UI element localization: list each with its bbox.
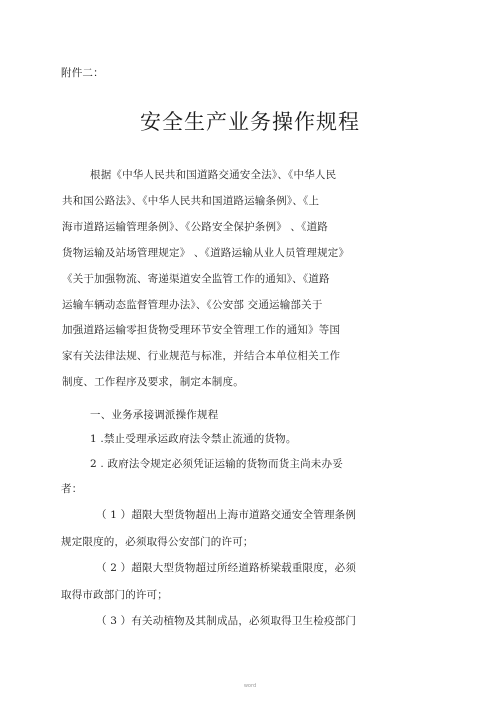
paragraph-line: 《关于加强物流、寄递渠道安全监管工作的通知》、《道路 <box>62 273 330 285</box>
sub-item-1-continuation: 规定限度的，必须取得公安部门的许可； <box>61 536 254 548</box>
sub-item-2: （ 2 ）超限大型货物超过所经道路桥梁载重限度，必须 <box>96 562 357 574</box>
list-item-2: 2 . 政府法令规定必须凭证运输的货物而货主尚未办妥 <box>90 458 343 470</box>
paragraph-line: 运输车辆动态监督管理办法》、《公安部 交通运输部关于 <box>62 299 323 311</box>
sub-item-3: （ 3 ）有关动植物及其制成品，必须取得卫生检疫部门 <box>96 615 357 627</box>
paragraph-line: 货物运输及站场管理规定》 、《道路运输从业人员管理规定》 <box>62 247 350 259</box>
list-item-2-continuation: 者： <box>61 483 83 495</box>
page-footer-mark: word <box>243 683 257 689</box>
list-item-1: 1 .禁止受理承运政府法令禁止流通的货物。 <box>90 433 297 445</box>
document-title: 安全生产业务操作规程 <box>140 110 360 134</box>
paragraph-line: 根据《中华人民共和国道路交通安全法》、《中华人民 <box>90 169 337 181</box>
paragraph-line: 共和国公路法》、《中华人民共和国道路运输条例》、《上 <box>62 195 320 207</box>
attachment-label: 附件二： <box>61 67 104 79</box>
paragraph-line: 家有关法律法规、行业规范与标准，并结合本单位相关工作 <box>62 350 341 362</box>
paragraph-line: 加强道路运输零担货物受理环节安全管理工作的通知》等国 <box>62 324 341 336</box>
sub-item-1: （ 1 ）超限大型货物超出上海市道路交通安全管理条例 <box>96 509 357 521</box>
sub-item-2-continuation: 取得市政部门的许可； <box>61 589 168 601</box>
section-heading: 一、业务承接调派操作规程 <box>90 409 219 421</box>
paragraph-line: 制度、工作程序及要求，制定本制度。 <box>62 376 244 388</box>
paragraph-line: 海市道路运输管理条例》、《公路安全保护条例》 、《道路 <box>62 221 328 233</box>
